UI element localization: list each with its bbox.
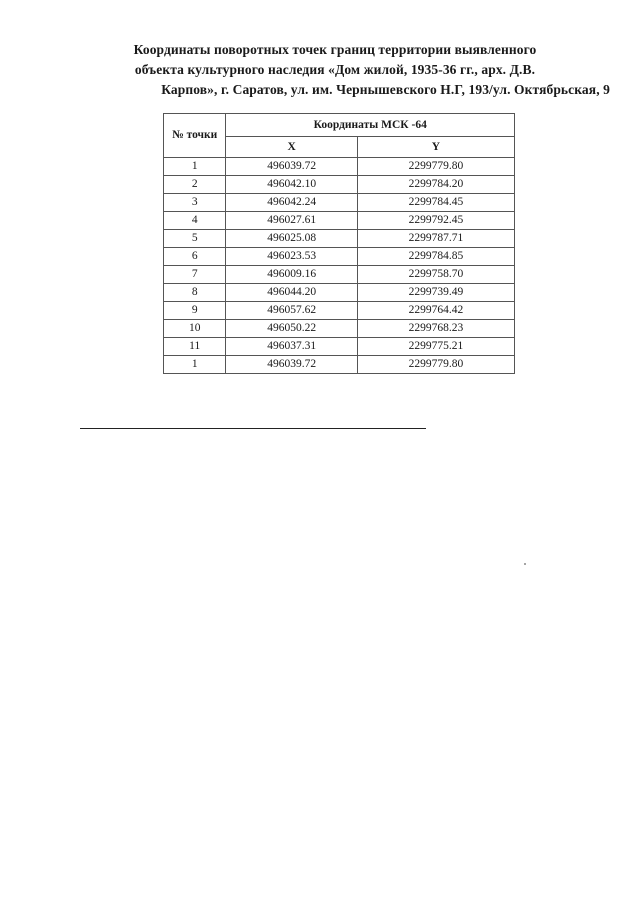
- table-row: [164, 248, 515, 266]
- y-value: 2299768.23: [357, 320, 514, 338]
- title-line-2: объекта культурного наследия «Дом жилой, 1935-36 гг., арх. Д.В.: [134, 62, 536, 77]
- table-row: [164, 302, 515, 320]
- y-value: 2299775.21: [357, 338, 514, 356]
- x-value: 496009.16: [226, 266, 357, 284]
- y-value: 2299764.42: [357, 302, 514, 320]
- y-value: 2299779.80: [357, 158, 514, 176]
- table-row: [164, 320, 515, 338]
- table-row: [164, 284, 515, 302]
- x-value: 496042.24: [226, 194, 357, 212]
- horizontal-rule: [80, 428, 426, 429]
- coordinates-group-header: Координаты МСК -64: [226, 114, 515, 137]
- point-number: 1: [164, 356, 226, 374]
- x-header: X: [226, 137, 357, 158]
- point-number: 6: [164, 248, 226, 266]
- scan-speck: [524, 563, 526, 565]
- point-number-header: № точки: [164, 114, 226, 158]
- y-value: 2299739.49: [357, 284, 514, 302]
- x-value: 496027.61: [226, 212, 357, 230]
- table-row: [164, 338, 515, 356]
- point-number: 11: [164, 338, 226, 356]
- document-title: [60, 40, 610, 100]
- x-value: 496039.72: [226, 356, 357, 374]
- table-header-row: [164, 114, 515, 137]
- y-value: 2299792.45: [357, 212, 514, 230]
- table-row: [164, 230, 515, 248]
- y-value: 2299758.70: [357, 266, 514, 284]
- x-value: 496037.31: [226, 338, 357, 356]
- y-value: 2299779.80: [357, 356, 514, 374]
- x-value: 496042.10: [226, 176, 357, 194]
- y-header: Y: [357, 137, 514, 158]
- point-number: 7: [164, 266, 226, 284]
- y-value: 2299784.85: [357, 248, 514, 266]
- coordinates-table: [163, 113, 515, 374]
- table-row: [164, 176, 515, 194]
- point-number: 5: [164, 230, 226, 248]
- y-value: 2299784.45: [357, 194, 514, 212]
- table-row: [164, 212, 515, 230]
- table-row: [164, 194, 515, 212]
- x-value: 496057.62: [226, 302, 357, 320]
- x-value: 496025.08: [226, 230, 357, 248]
- point-number: 2: [164, 176, 226, 194]
- x-value: 496023.53: [226, 248, 357, 266]
- point-number: 8: [164, 284, 226, 302]
- x-value: 496039.72: [226, 158, 357, 176]
- table-row: [164, 158, 515, 176]
- title-line-3: Карпов», г. Саратов, ул. им. Чернышевского Н.Г, 193/ул. Октябрьская, 9: [161, 82, 610, 97]
- table-row: [164, 356, 515, 374]
- x-value: 496050.22: [226, 320, 357, 338]
- point-number: 10: [164, 320, 226, 338]
- point-number: 3: [164, 194, 226, 212]
- table-body: [164, 158, 515, 374]
- point-number: 4: [164, 212, 226, 230]
- table-row: [164, 266, 515, 284]
- point-number: 1: [164, 158, 226, 176]
- point-number: 9: [164, 302, 226, 320]
- y-value: 2299787.71: [357, 230, 514, 248]
- title-line-1: Координаты поворотных точек границ территории выявленного: [133, 42, 537, 57]
- y-value: 2299784.20: [357, 176, 514, 194]
- x-value: 496044.20: [226, 284, 357, 302]
